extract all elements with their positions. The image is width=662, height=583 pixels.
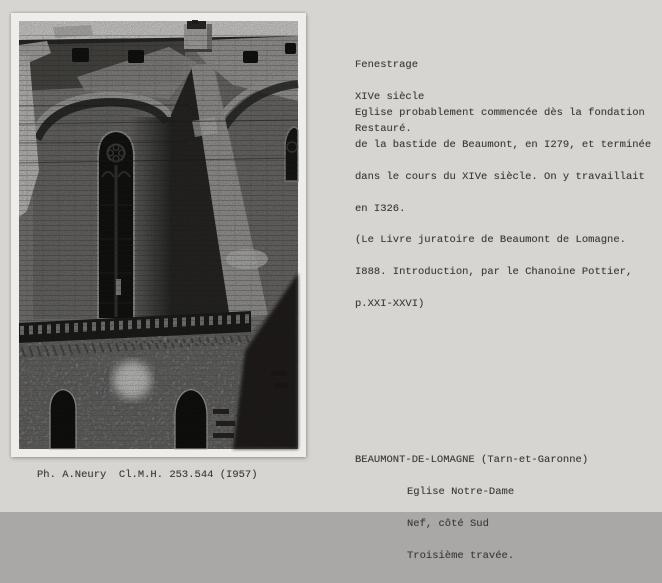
heading-line-3: Restauré. <box>355 122 412 135</box>
location-block <box>355 434 588 582</box>
body-line-1: Eglise probablement commencée dès la fondation <box>355 107 645 120</box>
body-line-6: I888. Introduction, par le Chanoine Pottier, <box>355 266 633 279</box>
location-line-4: Troisième travée. <box>407 549 515 562</box>
photo-caption: Ph. A.Neury Cl.M.H. 253.544 (I957) <box>37 469 258 481</box>
film-grain <box>19 21 298 449</box>
note-body <box>355 87 651 331</box>
church-photo-illustration <box>19 21 298 449</box>
photograph <box>11 13 306 457</box>
body-line-5: (Le Livre juratoire de Beaumont de Lomagne. <box>355 234 626 247</box>
location-line-2: Eglise Notre-Dame <box>407 485 515 498</box>
heading-line-1: Fenestrage <box>355 59 419 72</box>
body-line-7: p.XXI-XXVI) <box>355 297 425 310</box>
heading-line-2: XIVe siècle <box>355 90 425 103</box>
location-title: BEAUMONT-DE-LOMAGNE (Tarn-et-Garonne) <box>355 454 589 467</box>
body-line-2: de la bastide de Beaumont, en I279, et terminée <box>355 138 652 151</box>
body-line-3: dans le cours du XIVe siècle. On y travaillait <box>355 170 645 183</box>
location-line-3: Nef, côté Sud <box>407 517 489 530</box>
body-line-4: en I326. <box>355 202 406 215</box>
